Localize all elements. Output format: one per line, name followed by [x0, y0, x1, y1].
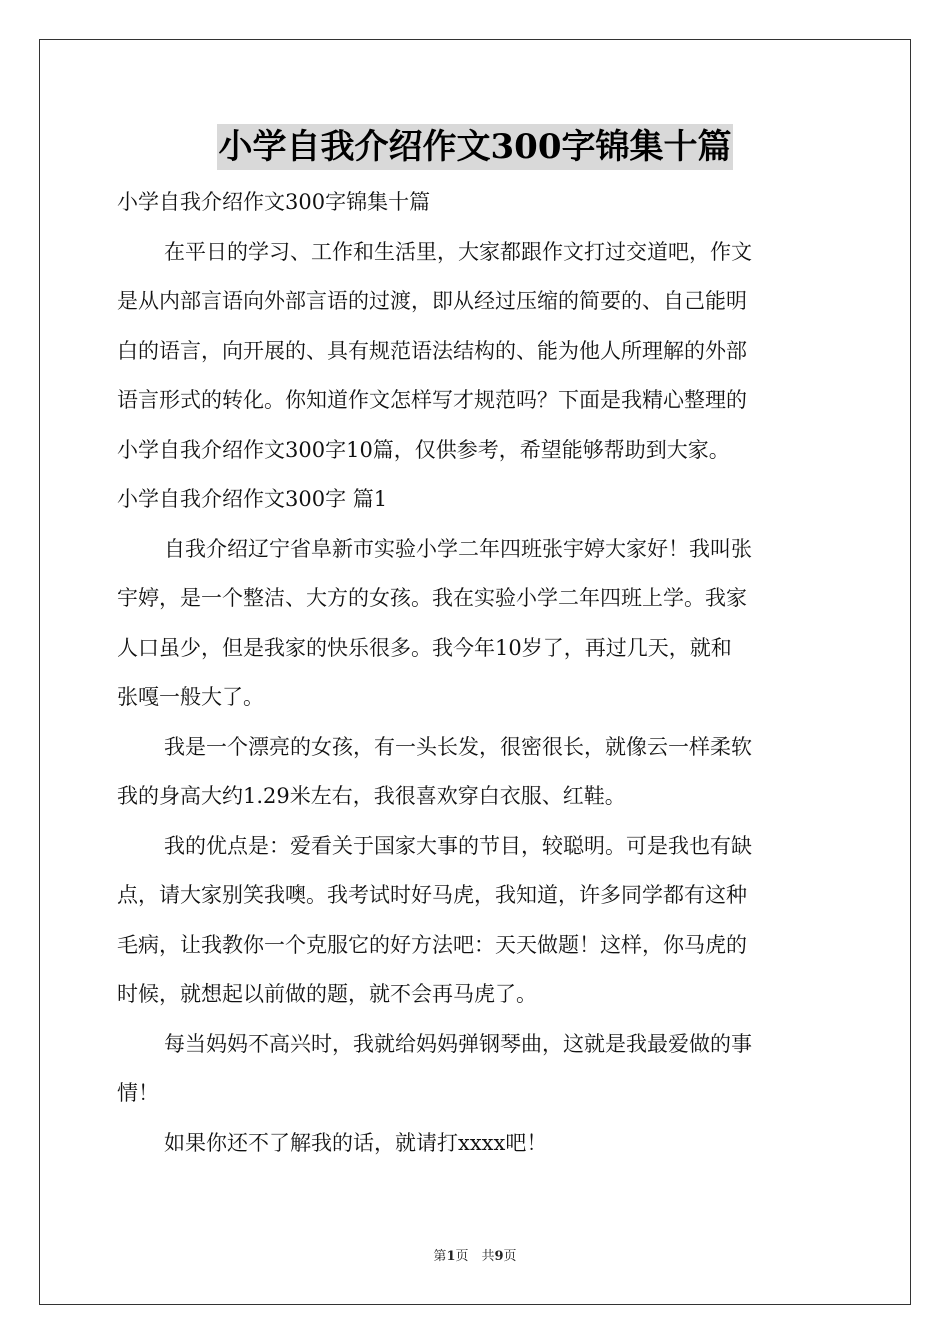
footer-suffix: 页 — [503, 1249, 517, 1264]
text-line: 人口虽少，但是我家的快乐很多。我今年10岁了，再过几天，就和 — [117, 635, 732, 660]
footer-current-page: 1 — [446, 1249, 456, 1264]
text-line: 小学自我介绍作文300字10篇，仅供参考，希望能够帮助到大家。 — [117, 437, 730, 462]
text-line: 自我介绍辽宁省阜新市实验小学二年四班张宇婷大家好！我叫张 — [164, 536, 752, 561]
footer-total-pages: 9 — [494, 1249, 504, 1264]
text-line: 点，请大家别笑我噢。我考试时好马虎，我知道，许多同学都有这种 — [117, 883, 747, 907]
title-container — [0, 124, 950, 170]
text-line: 白的语言，向开展的、具有规范语法结构的、能为他人所理解的外部 — [117, 338, 747, 363]
text-line: 小学自我介绍作文300字锦集十篇 — [117, 190, 431, 214]
text-line: 如果你还不了解我的话，就请打xxxx吧！ — [164, 1130, 548, 1155]
text-line: 在平日的学习、工作和生活里，大家都跟作文打过交道吧，作文 — [164, 239, 752, 264]
text-line: 张嘎一般大了。 — [117, 685, 264, 709]
footer-prefix: 第 — [433, 1249, 447, 1264]
text-line: 我是一个漂亮的女孩，有一头长发，很密很长，就像云一样柔软 — [164, 734, 752, 759]
text-line: 宇婷，是一个整洁、大方的女孩。我在实验小学二年四班上学。我家 — [117, 586, 747, 610]
text-line: 是从内部言语向外部言语的过渡，即从经过压缩的简要的、自己能明 — [117, 289, 747, 313]
text-line: 时候，就想起以前做的题，就不会再马虎了。 — [117, 982, 537, 1006]
footer-mid: 页 共 — [455, 1249, 495, 1264]
text-line: 情！ — [117, 1081, 159, 1105]
text-line: 毛病，让我教你一个克服它的好方法吧：天天做题！这样，你马虎的 — [117, 932, 747, 957]
page-footer — [0, 1245, 950, 1264]
text-line: 我的身高大约1.29米左右，我很喜欢穿白衣服、红鞋。 — [117, 784, 626, 808]
text-line: 我的优点是：爱看关于国家大事的节目，较聪明。可是我也有缺 — [164, 833, 752, 858]
document-title: 小学自我介绍作文300字锦集十篇 — [217, 124, 734, 170]
text-line: 语言形式的转化。你知道作文怎样写才规范吗？下面是我精心整理的 — [117, 388, 747, 412]
text-line: 小学自我介绍作文300字 篇1 — [117, 487, 388, 511]
document-body — [117, 178, 835, 1168]
text-line: 每当妈妈不高兴时，我就给妈妈弹钢琴曲，这就是我最爱做的事 — [164, 1031, 752, 1056]
